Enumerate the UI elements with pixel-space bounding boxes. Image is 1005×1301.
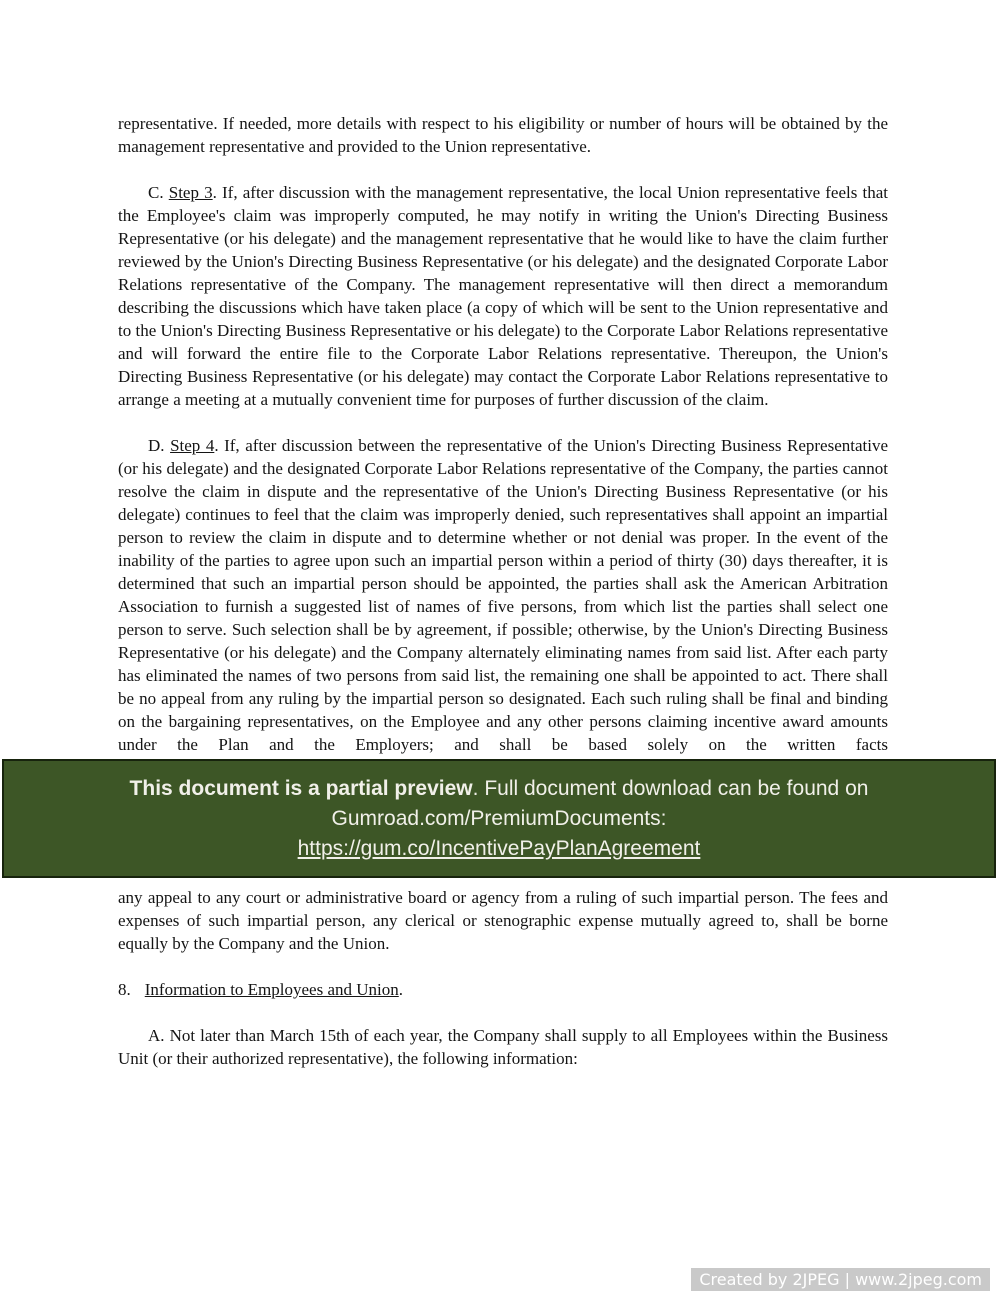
section-8-title-underlined: Information to Employees and Union [144, 980, 399, 999]
step4-underlined-text: Step 4 [170, 436, 215, 455]
banner-text-line1 [4, 774, 994, 804]
paragraph-step3 [118, 181, 888, 411]
paragraph-step4-label: D. [148, 436, 171, 455]
gumroad-download-link[interactable]: https://gum.co/IncentivePayPlanAgreement [297, 837, 701, 860]
paragraph-step4-body: . If, after discussion between the representative of the Union's Directing Business Representative (or his delegate) and the designated Corporate Labor Relations representative of the Company, the parties cannot resolve the claim in dispute and the representative of the Union's Directing Business Representative (or his delegate) continues to feel that the claim was improperly denied, such representatives shall appoint an impartial person to review the claim in dispute and to determine whether or not denial was proper. In the event of the inability of the parties to agree upon such an impartial person within a period of thirty (30) days thereafter, it is determined that such an impartial person should be appointed, the parties shall ask the American Arbitration Association to furnish a suggested list of names of five persons, from which list the parties shall select one person to serve. Such selection shall be by agreement, if possible; otherwise, by the Union's Directing Business Representative (or his delegate) and the Company alternately eliminating names from said list. After each party has eliminated the names of two persons from said list, the remaining one shall be appointed to act. There shall be no appeal from any ruling by the impartial person so designated. Each such ruling shall be final and binding on the bargaining representatives, on the Employee and any other persons claiming incentive award amounts under the Plan and the Employers; and shall be based solely on the written facts [118, 436, 888, 754]
section-8-number: 8. [118, 980, 131, 999]
section-8-heading [118, 978, 888, 1001]
paragraph-after-banner: any appeal to any court or administrative board or agency from a ruling of such impartial person. The fees and expenses of such impartial person, any clerical or stenographic expense mutually agreed to, shall be borne equally by the Company and the Union. [118, 888, 888, 953]
paragraph-step3-label: C. [148, 183, 169, 202]
paragraph-step4 [118, 434, 888, 756]
paragraph-step3-body: . If, after discussion with the management representative, the local Union representative feels that the Employee's claim was improperly computed, he may notify in writing the Union's Directing Business Representative (or his delegate) and the management representative that he would like to have the claim further reviewed by the Union's Directing Business Representative (or his delegate) and the designated Corporate Labor Relations representative of the Company. The management representative will then direct a memorandum describing the discussions which have taken place (a copy of which will be sent to the Union representative and to the Union's Directing Business Representative or his delegate) to the Corporate Labor Relations representative and will forward the entire file to the Corporate Labor Relations representative. Thereupon, the Union's Directing Business Representative (or his delegate) may contact the Corporate Labor Relations representative to arrange a meeting at a mutually convenient time for purposes of further discussion of the claim. [118, 183, 888, 409]
paragraph-a: A. Not later than March 15th of each year, the Company shall supply to all Employees within the Business Unit (or their authorized representative), the following information: [118, 1026, 888, 1068]
step3-underlined-text: Step 3 [168, 183, 213, 202]
banner-regular-text: . Full document download can be found on [472, 777, 869, 800]
paragraph-continuation-top: representative. If needed, more details with respect to his eligibility or number of hours will be obtained by the management representative and provided to the Union representative. [118, 114, 888, 156]
banner-link-line [4, 834, 994, 864]
section-8-period: . [398, 980, 404, 999]
banner-bold-text: This document is a partial preview [129, 777, 473, 800]
preview-banner [2, 759, 996, 878]
banner-text-line2: Gumroad.com/PremiumDocuments: [331, 807, 667, 830]
watermark-badge: Created by 2JPEG | www.2jpeg.com [691, 1268, 990, 1291]
document-body [118, 0, 888, 1093]
